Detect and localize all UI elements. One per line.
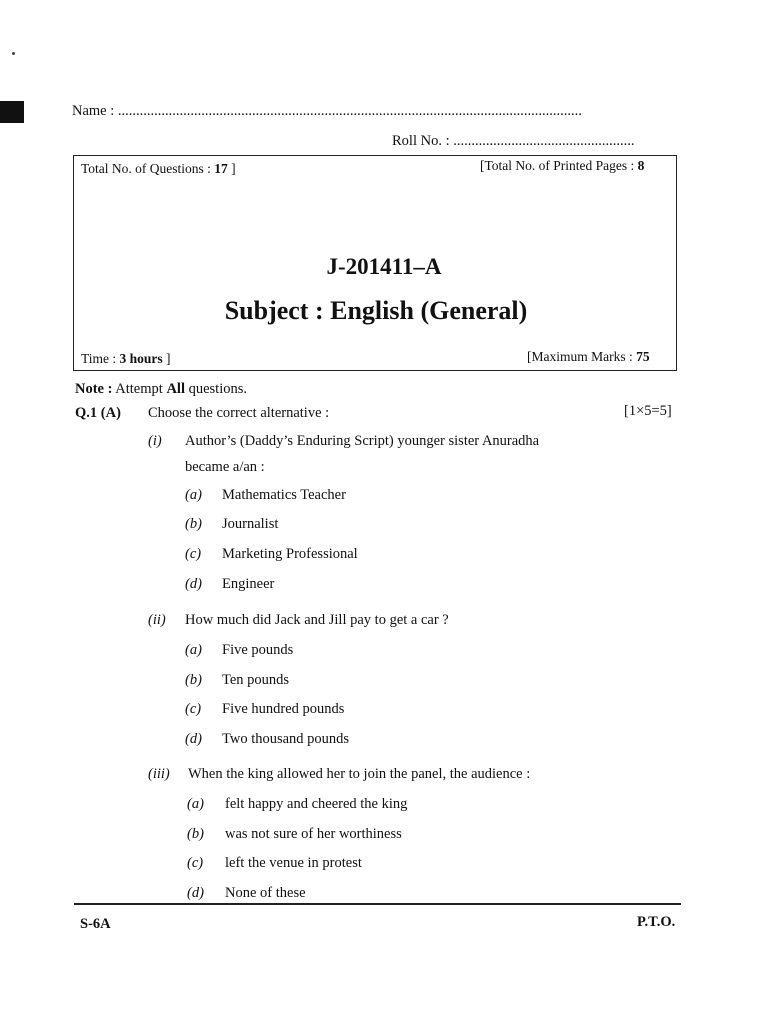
option-letter: (b) <box>185 516 202 532</box>
footer-please-turn-over: P.T.O. <box>637 914 676 930</box>
time-label: Time : <box>81 351 117 366</box>
note-text-post: questions. <box>188 381 247 397</box>
time-allowed: Time : 3 hours ] <box>81 351 171 366</box>
footer-divider <box>74 903 681 905</box>
item-number: (iii) <box>148 766 170 782</box>
note-text-pre: Attempt <box>115 381 163 397</box>
option-text: Marketing Professional <box>222 546 358 562</box>
option-text: Five hundred pounds <box>222 701 345 717</box>
question-instruction: Choose the correct alternative : <box>148 405 330 421</box>
total-questions-value: 17 <box>214 161 228 176</box>
option-letter: (d) <box>185 576 202 592</box>
option-text: Engineer <box>222 576 275 592</box>
scan-edge-mark <box>0 101 24 123</box>
total-pages <box>480 159 644 173</box>
option-letter: (c) <box>185 546 202 562</box>
paper-code: J-201411–A <box>326 254 442 279</box>
time-value: 3 hours <box>119 351 163 366</box>
option-text: felt happy and cheered the king <box>225 796 408 812</box>
item-number: (i) <box>148 433 162 449</box>
question-number: Q.1 (A) <box>75 405 121 421</box>
item-text: Author’s (Daddy’s Enduring Script) younger sister Anuradha <box>185 433 540 449</box>
option-text: Two thousand pounds <box>222 731 350 747</box>
scan-speck <box>12 52 15 55</box>
option-letter: (a) <box>185 642 202 658</box>
total-pages-label: [Total No. of Printed Pages : <box>480 158 635 173</box>
note-line <box>75 382 247 397</box>
option-letter: (d) <box>187 885 204 901</box>
footer-paper-code: S-6A <box>80 916 111 932</box>
name-field-line: Name : ................................................................................................................................ <box>72 103 582 119</box>
option-text: left the venue in protest <box>225 855 362 871</box>
item-text: When the king allowed her to join the panel, the audience : <box>188 766 531 782</box>
max-marks-label: [Maximum Marks : <box>527 349 633 364</box>
option-text: Five pounds <box>222 642 294 658</box>
item-text-continued: became a/an : <box>185 459 265 475</box>
max-marks-value: 75 <box>636 349 650 364</box>
total-questions: Total No. of Questions : 17 ] <box>81 161 236 176</box>
item-text: How much did Jack and Jill pay to get a car ? <box>185 612 449 628</box>
note-label: Note : <box>75 381 113 397</box>
option-text: None of these <box>225 885 306 901</box>
total-questions-label: Total No. of Questions : <box>81 161 211 176</box>
option-text: Mathematics Teacher <box>222 487 346 503</box>
option-letter: (c) <box>187 855 204 871</box>
option-text: Journalist <box>222 516 279 532</box>
total-pages-value: 8 <box>637 158 645 173</box>
item-number: (ii) <box>148 612 166 628</box>
question-marks: [1×5=5] <box>624 403 672 419</box>
paper-subject: Subject : English (General) <box>224 296 528 325</box>
option-letter: (a) <box>187 796 204 812</box>
option-letter: (c) <box>185 701 202 717</box>
option-text: was not sure of her worthiness <box>225 826 402 842</box>
option-text: Ten pounds <box>222 672 290 688</box>
roll-number-field-line: Roll No. : .................................................. <box>392 133 635 149</box>
option-letter: (b) <box>185 672 202 688</box>
option-letter: (b) <box>187 826 204 842</box>
option-letter: (a) <box>185 487 202 503</box>
note-text-bold: All <box>166 381 185 397</box>
maximum-marks <box>527 350 650 364</box>
option-letter: (d) <box>185 731 202 747</box>
